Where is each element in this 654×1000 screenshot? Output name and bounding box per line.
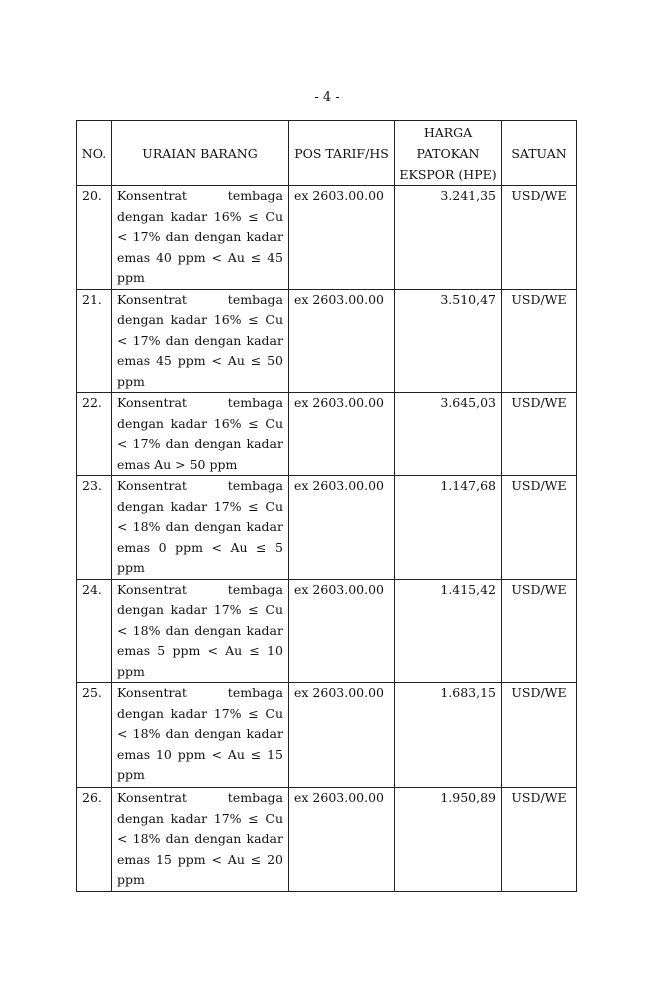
row-price: 1.683,15 — [395, 683, 502, 788]
row-price: 3.510,47 — [395, 289, 502, 393]
row-unit: USD/WE — [502, 186, 577, 290]
header-no: NO. — [77, 121, 112, 186]
table-row — [77, 683, 577, 788]
row-pos-tarif: ex 2603.00.00 — [289, 788, 395, 892]
row-price: 1.147,68 — [395, 476, 502, 580]
table-header-row — [77, 121, 577, 186]
row-description: Konsentrat tembaga dengan kadar 17% ≤ Cu < 18% dan dengan kadar emas 10 ppm < Au ≤ 15 ppm — [112, 683, 289, 788]
row-pos-tarif: ex 2603.00.00 — [289, 289, 395, 393]
row-price: 1.415,42 — [395, 579, 502, 683]
row-no: 21. — [77, 289, 112, 393]
table-row — [77, 476, 577, 580]
row-description: Konsentrat tembaga dengan kadar 16% ≤ Cu < 17% dan dengan kadar emas Au > 50 ppm — [112, 393, 289, 476]
row-unit: USD/WE — [502, 393, 577, 476]
table-row — [77, 393, 577, 476]
row-no: 26. — [77, 788, 112, 892]
row-no: 22. — [77, 393, 112, 476]
header-price: HARGA PATOKAN EKSPOR (HPE) — [395, 121, 502, 186]
export-price-table — [76, 120, 577, 892]
header-description: URAIAN BARANG — [112, 121, 289, 186]
row-no: 25. — [77, 683, 112, 788]
row-unit: USD/WE — [502, 788, 577, 892]
row-unit: USD/WE — [502, 289, 577, 393]
header-unit: SATUAN — [502, 121, 577, 186]
row-unit: USD/WE — [502, 476, 577, 580]
row-pos-tarif: ex 2603.00.00 — [289, 186, 395, 290]
row-description: Konsentrat tembaga dengan kadar 16% ≤ Cu < 17% dan dengan kadar emas 45 ppm < Au ≤ 50 ppm — [112, 289, 289, 393]
table-row — [77, 579, 577, 683]
table-row — [77, 289, 577, 393]
row-no: 20. — [77, 186, 112, 290]
row-no: 23. — [77, 476, 112, 580]
row-price: 3.645,03 — [395, 393, 502, 476]
table-row — [77, 186, 577, 290]
row-unit: USD/WE — [502, 683, 577, 788]
row-price: 3.241,35 — [395, 186, 502, 290]
row-pos-tarif: ex 2603.00.00 — [289, 393, 395, 476]
row-pos-tarif: ex 2603.00.00 — [289, 683, 395, 788]
row-description: Konsentrat tembaga dengan kadar 16% ≤ Cu < 17% dan dengan kadar emas 40 ppm < Au ≤ 45 ppm — [112, 186, 289, 290]
table-row — [77, 788, 577, 892]
row-pos-tarif: ex 2603.00.00 — [289, 579, 395, 683]
row-price: 1.950,89 — [395, 788, 502, 892]
row-unit: USD/WE — [502, 579, 577, 683]
row-description: Konsentrat tembaga dengan kadar 17% ≤ Cu < 18% dan dengan kadar emas 5 ppm < Au ≤ 10 ppm — [112, 579, 289, 683]
row-description: Konsentrat tembaga dengan kadar 17% ≤ Cu < 18% dan dengan kadar emas 0 ppm < Au ≤ 5 ppm — [112, 476, 289, 580]
header-pos-tarif: POS TARIF/HS — [289, 121, 395, 186]
row-description: Konsentrat tembaga dengan kadar 17% ≤ Cu < 18% dan dengan kadar emas 15 ppm < Au ≤ 20 ppm — [112, 788, 289, 892]
row-pos-tarif: ex 2603.00.00 — [289, 476, 395, 580]
row-no: 24. — [77, 579, 112, 683]
page-number: - 4 - — [314, 90, 340, 105]
